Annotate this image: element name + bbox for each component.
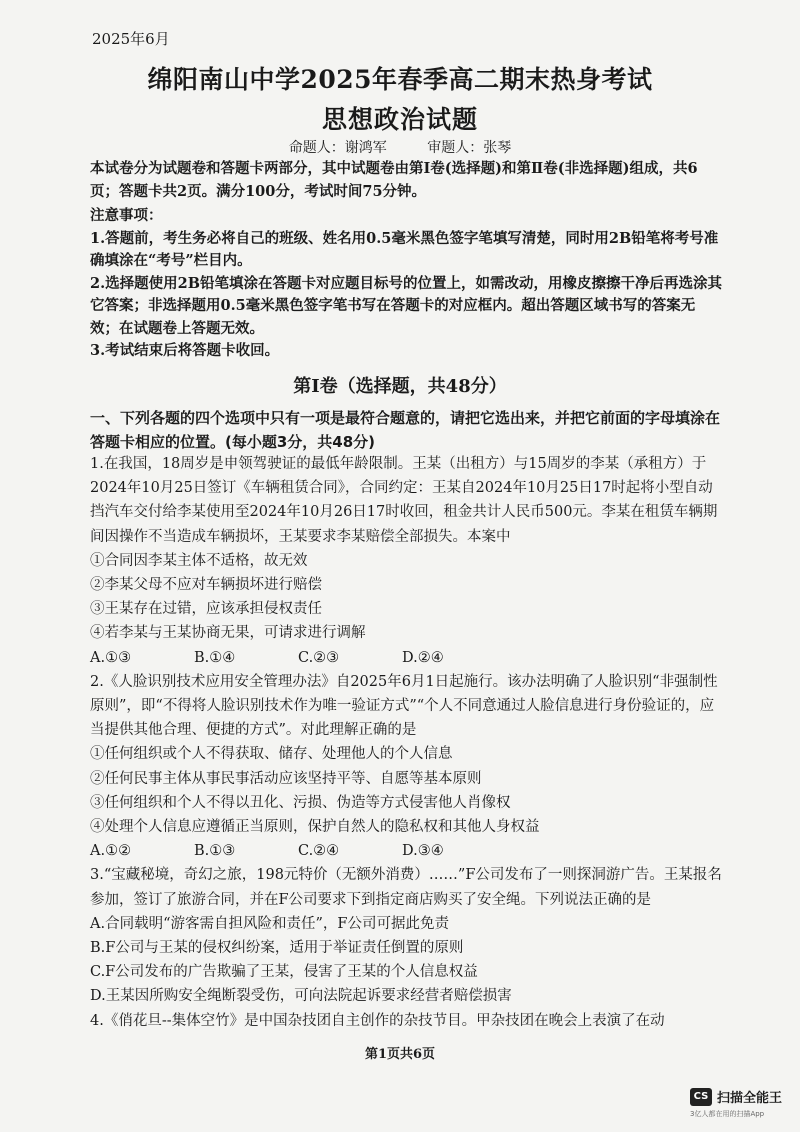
page-footer: 第1页共6页 [364,1047,436,1062]
exam-intro: 本试卷分为试题卷和答题卡两部分，其中试题卷由第Ⅰ卷(选择题)和第Ⅱ卷(非选择题)组成，共6页；答题卡共2页。满分100分，考试时间75分钟。 [90,160,698,200]
section-instructions: 一、下列各题的四个选项中只有一项是最符合题意的，请把它选出来，并把它前面的字母填涂在答题卡相应的位置。(每小题3分，共48分) [90,409,721,451]
question-4 [90,1009,722,1033]
option-statement: ③任何组织和个人不得以丑化、污损、伪造等方式侵害他人肖像权 [90,794,511,811]
scanner-name: 扫描全能王 [717,1091,783,1106]
option-statement: ④若李某与王某协商无果，可请求进行调解 [90,625,366,642]
choice-b: B.F公司与王某的侵权纠纷案，适用于举证责任倒置的原则 [90,940,464,957]
exam-date: 2025年6月 [92,30,170,48]
question-1 [90,452,722,670]
option-statement: ③王某存在过错，应该承担侵权责任 [90,601,322,618]
choice-a: A.①③ [90,649,132,666]
choice-d: D.③④ [402,843,444,860]
notice-item: 2.选择题使用2B铅笔填涂在答题卡对应题目标号的位置上，如需改动，用橡皮擦擦干净后再选涂其它答案；非选择题用0.5毫米黑色签字笔书写在答题卡的对应框内。超出答题区域书写的答案无效；在试题卷上答题无效。 [90,274,722,337]
choice-b: B.①③ [194,843,236,860]
notice-item: 1.答题前，考生务必将自己的班级、姓名用0.5毫米黑色签字笔填写清楚，同时用2B铅笔将考号准确填涂在“考号”栏目内。 [90,229,719,269]
choice-c: C.②④ [298,843,340,860]
exam-subject: 思想政治试题 [321,105,478,134]
choice-c: C.F公司发布的广告欺骗了王某，侵害了王某的个人信息权益 [90,964,478,981]
author: 命题人：谢鸿军 [288,140,387,156]
answer-choices [90,646,722,670]
option-statement: ②任何民事主体从事民事活动应该坚持平等、自愿等基本原则 [90,770,482,787]
question-list [90,452,722,1033]
choice-c: C.②③ [298,649,340,666]
author-line [0,137,800,157]
notice-item: 3.考试结束后将答题卡收回。 [90,342,280,359]
question-stem: 2.《人脸识别技术应用安全管理办法》自2025年6月1日起施行。该办法明确了人脸识别“非强制性原则”，即“不得将人脸识别技术作为唯一验证方式”“个人不同意通过人脸信息进行身份验证的，应当提供其他合理、便捷的方式”。对此理解正确的是 [90,673,718,739]
notice-section [90,205,722,363]
choice-b: B.①④ [194,649,236,666]
question-stem: 3.“宝藏秘境，奇幻之旅，198元特价（无额外消费）……”F公司发布了一则探洞游广告。王某报名参加，签订了旅游合同，并在F公司要求下到指定商店购买了安全绳。下列说法正确的是 [90,867,722,908]
scanner-watermark [690,1087,782,1106]
choice-d: D.王某因所购安全绳断裂受伤，可向法院起诉要求经营者赔偿损害 [90,988,512,1005]
option-statement: ①合同因李某主体不适格，故无效 [90,552,308,569]
question-2 [90,670,722,864]
section-title: 第Ⅰ卷（选择题，共48分） [293,376,507,397]
notice-heading: 注意事项： [90,207,163,224]
choice-a: A.合同载明“游客需自担风险和责任”，F公司可据此免责 [90,915,449,932]
cs-logo-icon: CS [690,1088,712,1106]
option-statement: ①任何组织或个人不得获取、储存、处理他人的个人信息 [90,746,453,763]
answer-choices [90,839,722,863]
reviewer: 审题人：张琴 [427,140,512,156]
exam-title: 绵阳南山中学2025年春季高二期末热身考试 [147,65,653,94]
choice-a: A.①② [90,843,132,860]
question-stem: 4.《俏花旦--集体空竹》是中国杂技团自主创作的杂技节目。甲杂技团在晚会上表演了在动 [90,1012,665,1029]
scanner-tagline: 3亿人都在用的扫描App [690,1110,765,1118]
option-statement: ④处理个人信息应遵循正当原则，保护自然人的隐私权和其他人身权益 [90,819,540,836]
question-stem: 1.在我国，18周岁是申领驾驶证的最低年龄限制。王某（出租方）与15周岁的李某（承租方）于2024年10月25日签订《车辆租赁合同》，合同约定：王某自2024年10月25日17时起将小型自动挡汽车交付给李某使用至2024年10月26日17时收回，租金共计人民币500元。李某在租赁车辆期间因操作不当造成车辆损坏，王某要求李某赔偿全部损失。本案中 [90,456,718,545]
choice-d: D.②④ [402,649,444,666]
question-3 [90,863,722,1008]
option-statement: ②李某父母不应对车辆损坏进行赔偿 [90,577,322,594]
